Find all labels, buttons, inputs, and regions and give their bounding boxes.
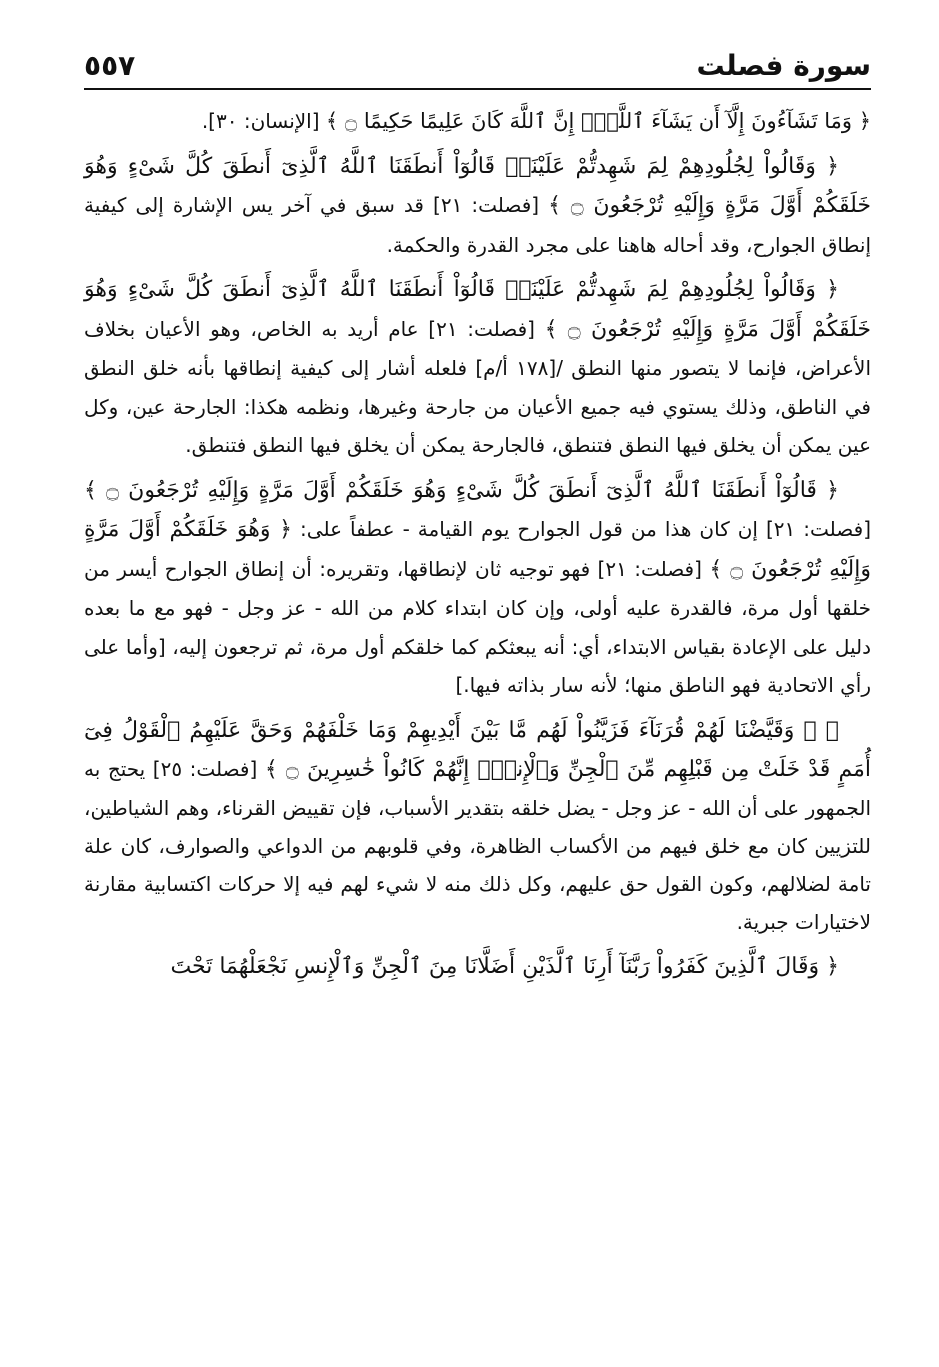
commentary-text-continued: [فصلت: ٢١] فهو توجيه ثان لإنطاقها، وتقريره: أن إنطاق الجوارح أيسر من خلقها أول مرة، فالقدرة عليه أولى، وإن كان ابتداء كلام من الله - عز وجل - فهو مع ما بعده دليل على الإعادة بقياس الابتداء، أي: أنه يبعثكم كما خلقكم أول مرة، ثم ترجعون إليه، [وأما على رأي الاتحادية فهو الناطق منها؛ لأنه سار بذاته فيها.] xyxy=(84,556,871,697)
page-header xyxy=(84,38,871,90)
paragraph-2 xyxy=(84,147,871,265)
page-number: ٥٥٧ xyxy=(84,49,136,82)
commentary-text: [فصلت: ٢١] إن كان هذا من قول الجوارح يوم القيامة - عطفاً على: xyxy=(292,517,871,541)
quran-verse: ﴿ ۞ وَقَيَّضْنَا لَهُمْ قُرَنَآءَ فَزَيَّنُواْ لَهُم مَّا بَيْنَ أَيْدِيهِمْ وَمَا خَلْفَهُمْ وَحَقَّ عَلَيْهِمُ ٱلْقَوْلُ فِىٓ أُمَمٍ قَدْ خَلَتْ مِن قَبْلِهِم مِّنَ ٱلْجِنِّ وَٱلْإِنسِۖ إِنَّهُمْ كَانُواْ خَٰسِرِينَ ۝ ﴾ xyxy=(84,717,872,782)
surah-title: سورة فصلت xyxy=(696,49,871,82)
paragraph-3 xyxy=(84,270,871,465)
paragraph-1 xyxy=(84,102,871,141)
paragraph-5 xyxy=(84,711,871,941)
quran-verse: ﴿ قَالُوٓاْ أَنطَقَنَا ٱللَّهُ ٱلَّذِىٓ أَنطَقَ كُلَّ شَىْءٍ وَهُوَ خَلَقَكُمْ أَوَّلَ مَرَّةٍ وَإِلَيْهِ تُرْجَعُونَ ۝ ﴾ xyxy=(84,477,840,503)
commentary-text: [فصلت: ٢١] قد سبق في آخر يس الإشارة إلى كيفية إنطاق الجوارح، وقد أحاله هاهنا على مجرد القدرة والحكمة. xyxy=(84,193,871,257)
quran-verse: ﴿ وَقَالَ ٱلَّذِينَ كَفَرُواْ رَبَّنَآ أَرِنَا ٱلَّذَيْنِ أَضَلَّانَا مِنَ ٱلْجِنِّ وَٱلْإِنسِ نَجْعَلْهُمَا تَحْتَ xyxy=(170,953,839,979)
commentary-text: [فصلت: ٢١] عام أريد به الخاص، وهو الأعيان بخلاف الأعراض، فإنما لا يتصور منها النطق /[١٧٨ أ/م] فلعله أشار إلى كيفية إنطاقها بأنه خلق النطق في الناطق، وذلك يستوي فيه جميع الأعيان من جارحة وغيرها، ونظمه هكذا: الجارحة عين، وكل عين يمكن أن يخلق فيها النطق فتنطق، فالجارحة يمكن أن يخلق فيها النطق فتنطق. xyxy=(84,316,871,457)
paragraph-6 xyxy=(84,947,871,987)
quran-verse: ﴿ وَقَالُواْ لِجُلُودِهِمْ لِمَ شَهِدتُّمْ عَلَيْنَاۖ قَالُوٓاْ أَنطَقَنَا ٱللَّهُ ٱلَّذِىٓ أَنطَقَ كُلَّ شَىْءٍ وَهُوَ خَلَقَكُمْ أَوَّلَ مَرَّةٍ وَإِلَيْهِ تُرْجَعُونَ ۝ ﴾ xyxy=(84,153,871,218)
commentary-text: [الإنسان: ٣٠]. xyxy=(201,109,326,133)
paragraph-4 xyxy=(84,471,871,705)
quran-verse: ﴿ وَمَا تَشَآءُونَ إِلَّآ أَن يَشَآءَ ٱللَّهُۚ إِنَّ ٱللَّهَ كَانَ عَلِيمًا حَكِيمًا ۝ ﴾ xyxy=(325,109,871,133)
commentary-text: [فصلت: ٢٥] يحتج به الجمهور على أن الله - عز وجل - يضل خلقه بتقدير الأسباب، فإن تقييض القرناء، وهم الشياطين، للتزيين كان مع خلق فيهم من الأكساب الظاهرة، وفي قلوبهم من الدواعي والصوارف، كان علة تامة لضلالهم، وكون القول حق عليهم، وكل ذلك منه لا شيء لهم فيه إلا حركات اكتسابية مقارنة لاختيارات جبرية. xyxy=(84,756,871,934)
quran-verse-inline: ﴿ وَهُوَ خَلَقَكُمْ أَوَّلَ مَرَّةٍ وَإِلَيْهِ تُرْجَعُونَ ۝ ﴾ xyxy=(84,517,871,582)
quran-verse: ﴿ وَقَالُواْ لِجُلُودِهِمْ لِمَ شَهِدتُّمْ عَلَيْنَاۖ قَالُوٓاْ أَنطَقَنَا ٱللَّهُ ٱلَّذِىٓ أَنطَقَ كُلَّ شَىْءٍ وَهُوَ خَلَقَكُمْ أَوَّلَ مَرَّةٍ وَإِلَيْهِ تُرْجَعُونَ ۝ ﴾ xyxy=(84,277,872,342)
page-body xyxy=(84,102,871,986)
